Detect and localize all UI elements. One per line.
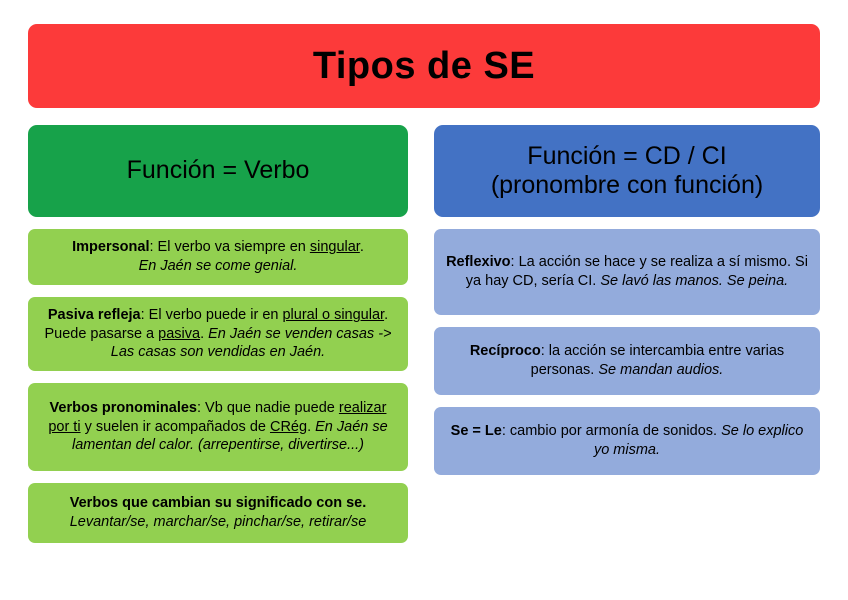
card-impersonal-text: Impersonal: El verbo va siempre en singular. En Jaén se come genial. bbox=[72, 239, 364, 274]
column-verbo bbox=[28, 125, 408, 555]
column-header-cd-ci-label bbox=[491, 142, 763, 201]
page-title: Tipos de SE bbox=[312, 44, 536, 87]
column-header-cd-ci-line2: (pronombre con función) bbox=[490, 171, 764, 199]
card-reflexivo bbox=[434, 229, 820, 315]
card-pasiva-refleja bbox=[28, 297, 408, 371]
column-header-verbo-label: Función = Verbo bbox=[126, 156, 310, 185]
card-verbos-cambian-significado-text: Verbos que cambian su significado con se. Levantar/se, marchar/se, pinchar/se, retirar/se bbox=[69, 495, 367, 530]
column-cd-ci bbox=[434, 125, 820, 487]
card-list-verbo bbox=[28, 229, 408, 543]
card-reciproco bbox=[434, 327, 820, 395]
column-header-cd-ci-line1: Función = CD / CI bbox=[527, 141, 727, 170]
card-pasiva-refleja-text: Pasiva refleja: El verbo puede ir en plural o singular. Puede pasarse a pasiva. En Jaén se venden casas -> Las casas son vendidas en Jaén. bbox=[44, 307, 392, 361]
card-impersonal bbox=[28, 229, 408, 285]
card-verbos-pronominales bbox=[28, 383, 408, 471]
column-header-cd-ci bbox=[434, 125, 820, 217]
card-list-cd-ci bbox=[434, 229, 820, 475]
title-banner bbox=[28, 24, 820, 108]
card-se-igual-le bbox=[434, 407, 820, 475]
card-verbos-pronominales-text: Verbos pronominales: Vb que nadie puede realizar por ti y suelen ir acompañados de CRég. En Jaén se lamentan del calor. (arrepentirse, divertirse...) bbox=[48, 400, 388, 454]
card-reciproco-text: Recíproco: la acción se intercambia entre varias personas. Se mandan audios. bbox=[469, 343, 785, 378]
column-header-verbo bbox=[28, 125, 408, 217]
card-se-igual-le-text: Se = Le: cambio por armonía de sonidos. Se lo explico yo misma. bbox=[450, 423, 804, 458]
card-reflexivo-text: Reflexivo: La acción se hace y se realiza a sí mismo. Si ya hay CD, sería CI. Se lavó las manos. Se peina. bbox=[446, 254, 808, 289]
card-verbos-cambian-significado bbox=[28, 483, 408, 543]
